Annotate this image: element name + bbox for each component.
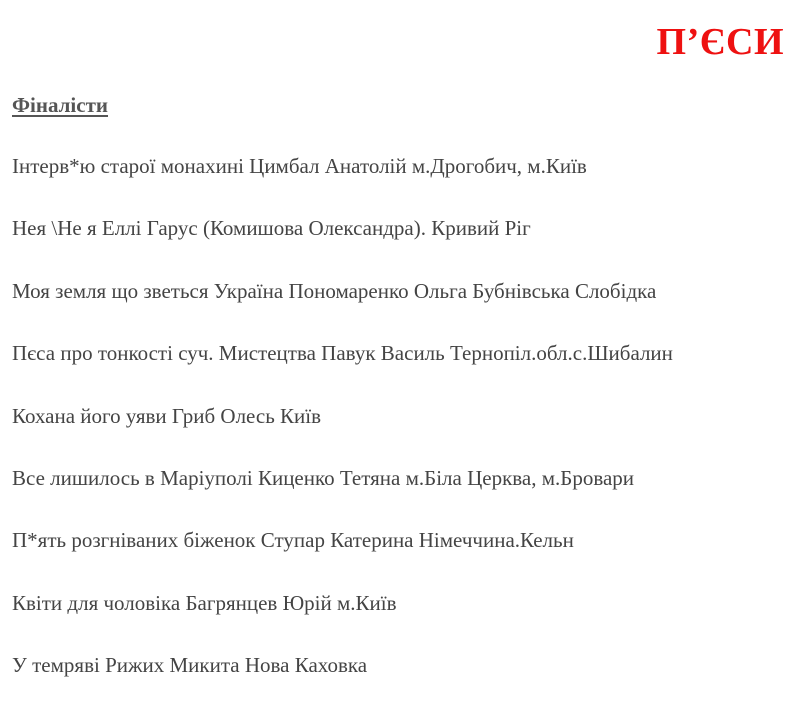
finalists-list [12,153,673,715]
list-item: У темряві Рижих Микита Нова Каховка [12,653,368,678]
list-item: Моя земля що зветься Україна Пономаренко Ольга Бубнівська Слобідка [12,278,657,303]
list-item: Пєса про тонкості суч. Мистецтва Павук Василь Тернопіл.обл.с.Шибалин [12,341,673,366]
list-item: Все лишилось в Маріуполі Киценко Тетяна м.Біла Церква, м.Бровари [12,465,635,490]
page-title: П’ЄСИ [656,21,784,63]
list-item: Нея \Не я Еллі Гарус (Комишова Олександра). Кривий Ріг [12,216,531,241]
list-item: Інтерв*ю старої монахині Цимбал Анатолій м.Дрогобич, м.Київ [12,154,587,178]
section-title-finalists: Фіналісти [12,93,109,117]
list-item: Кохана його уяви Гриб Олесь Київ [12,403,322,428]
list-item: Квіти для чоловіка Багрянцев Юрій м.Київ [12,590,397,615]
list-item: П*ять розгніваних біженок Ступар Катерина Німеччина.Кельн [12,528,574,553]
